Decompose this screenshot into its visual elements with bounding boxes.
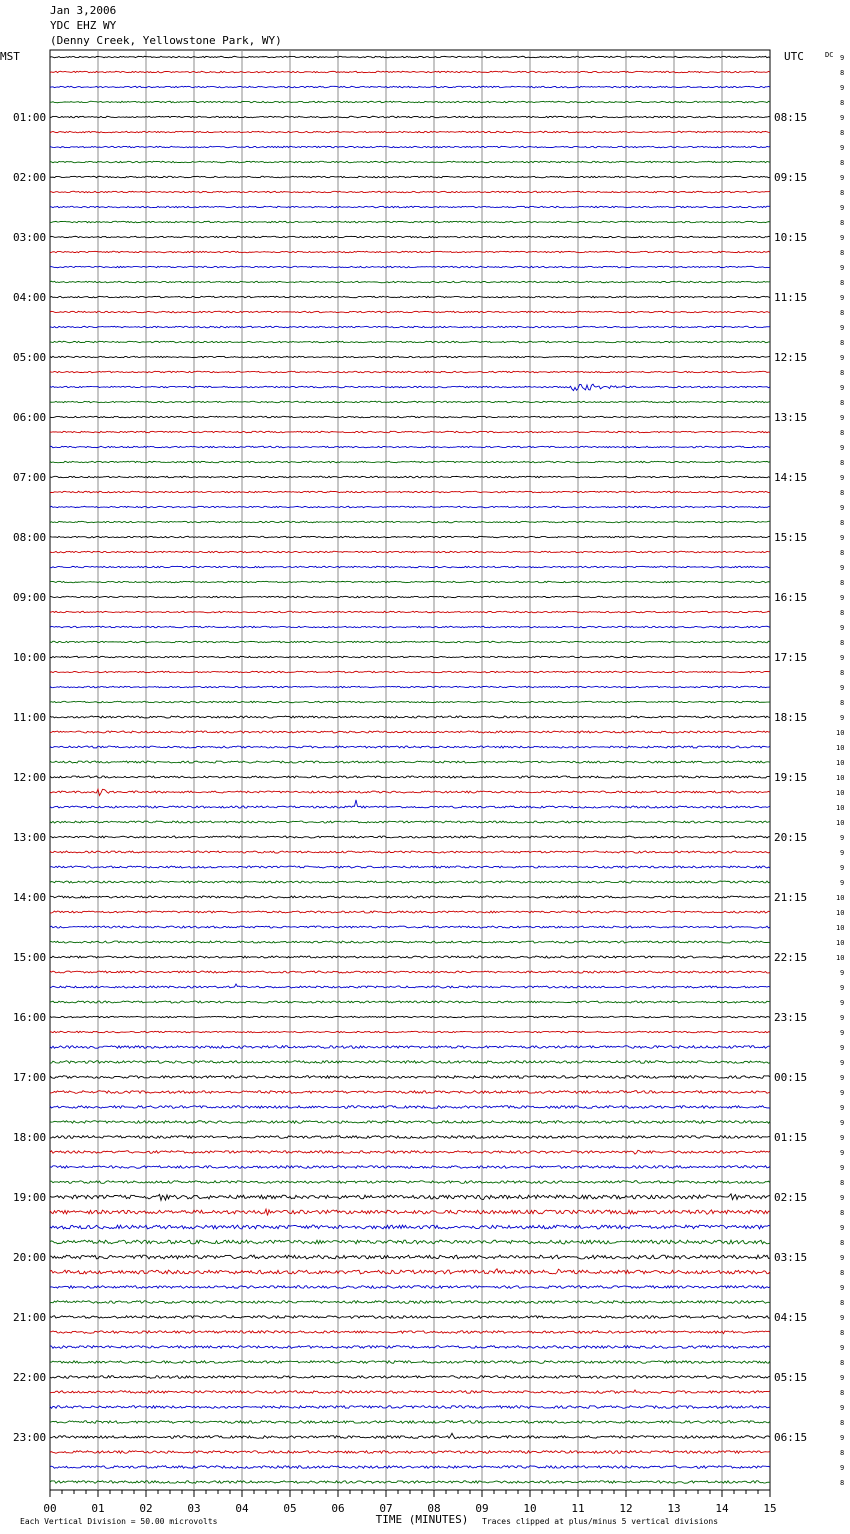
seismic-trace (50, 866, 770, 868)
seismic-trace (50, 431, 770, 432)
seismic-trace (50, 236, 770, 237)
seismic-trace (50, 1481, 770, 1484)
seismic-trace (50, 836, 770, 838)
row-scale-value: 10 (836, 894, 845, 902)
row-scale-value: 8 (840, 1209, 845, 1217)
right-hour-label: 09:15 (774, 171, 808, 184)
row-scale-value: 8 (840, 1479, 845, 1487)
seismic-trace (50, 1390, 770, 1393)
row-scale-value: 8 (840, 249, 845, 257)
seismic-trace (50, 131, 770, 133)
seismic-trace (50, 1466, 770, 1469)
x-tick-label: 03 (187, 1502, 201, 1515)
x-tick-label: 08 (427, 1502, 441, 1515)
row-scale-value: 9 (840, 564, 845, 572)
seismic-trace (50, 821, 770, 823)
seismic-trace (50, 626, 770, 628)
left-hour-label: 08:00 (13, 531, 47, 544)
right-hour-label: 10:15 (774, 231, 808, 244)
row-scale-value: 9 (840, 1284, 845, 1292)
seismic-trace (50, 206, 770, 207)
seismic-trace (50, 476, 770, 478)
left-hour-label: 18:00 (13, 1131, 47, 1144)
row-scale-value: 9 (840, 234, 845, 242)
seismic-trace (50, 1031, 770, 1033)
right-hour-label: 01:15 (774, 1131, 808, 1144)
row-scale-value: 8 (840, 369, 845, 377)
right-hour-label: 04:15 (774, 1311, 808, 1324)
x-tick-label: 04 (235, 1502, 249, 1515)
right-hour-label: 17:15 (774, 651, 808, 664)
row-scale-value: 9 (840, 999, 845, 1007)
row-scale-value: 9 (840, 1434, 845, 1442)
seismic-trace (50, 731, 770, 733)
row-scale-value: 9 (840, 384, 845, 392)
row-scale-value: 8 (840, 609, 845, 617)
row-scale-value: 10 (836, 789, 845, 797)
row-scale-value: 8 (840, 669, 845, 677)
seismic-trace (50, 1046, 770, 1049)
row-scale-value: 9 (840, 1029, 845, 1037)
seismic-trace (50, 86, 770, 88)
row-scale-value: 8 (840, 489, 845, 497)
seismic-trace (50, 101, 770, 103)
seismic-trace (50, 941, 770, 943)
seismic-trace (50, 926, 770, 928)
seismic-trace (50, 71, 770, 73)
station-code: YDC EHZ WY (50, 19, 117, 32)
row-scale-value: 9 (840, 714, 845, 722)
row-scale-value: 10 (836, 759, 845, 767)
seismic-trace (50, 1286, 770, 1289)
left-timezone-label: MST (0, 50, 20, 63)
row-scale-value: 9 (840, 1014, 845, 1022)
row-scale-value: 9 (840, 144, 845, 152)
x-tick-label: 15 (763, 1502, 777, 1515)
row-scale-value: 9 (840, 1149, 845, 1157)
left-hour-label: 16:00 (13, 1011, 47, 1024)
right-hour-label: 23:15 (774, 1011, 808, 1024)
left-hour-label: 05:00 (13, 351, 47, 364)
row-scale-value: 8 (840, 1179, 845, 1187)
left-hour-label: 13:00 (13, 831, 47, 844)
left-hour-label: 23:00 (13, 1431, 47, 1444)
seismic-trace (50, 596, 770, 598)
row-scale-value: 8 (840, 459, 845, 467)
row-scale-value: 9 (840, 54, 845, 62)
row-scale-value: 8 (840, 159, 845, 167)
row-scale-value: 9 (840, 114, 845, 122)
x-tick-label: 10 (523, 1502, 537, 1515)
seismic-trace (50, 521, 770, 523)
row-scale-value: 9 (840, 324, 845, 332)
seismic-trace (50, 716, 770, 718)
seismic-trace (50, 416, 770, 418)
right-hour-label: 05:15 (774, 1371, 808, 1384)
row-scale-value: 9 (840, 984, 845, 992)
row-scale-value: 9 (840, 174, 845, 182)
left-hour-label: 01:00 (13, 111, 47, 124)
row-scale-value: 9 (840, 654, 845, 662)
row-scale-value: 9 (840, 1164, 845, 1172)
row-scale-value: 8 (840, 1329, 845, 1337)
seismic-trace (50, 984, 770, 988)
row-scale-value: 9 (840, 1254, 845, 1262)
row-scale-value: 9 (840, 684, 845, 692)
row-scale-value: 9 (840, 1119, 845, 1127)
x-tick-label: 00 (43, 1502, 57, 1515)
seismic-trace (50, 1406, 770, 1409)
right-hour-label: 02:15 (774, 1191, 808, 1204)
row-scale-value: 9 (840, 1194, 845, 1202)
row-scale-value: 9 (840, 624, 845, 632)
seismic-trace (50, 356, 770, 358)
right-hour-label: 19:15 (774, 771, 808, 784)
seismic-trace (50, 266, 770, 267)
row-scale-value: 9 (840, 1134, 845, 1142)
seismic-trace (50, 1316, 770, 1319)
right-hour-label: 18:15 (774, 711, 808, 724)
right-hour-label: 16:15 (774, 591, 808, 604)
seismic-trace (50, 701, 770, 703)
seismic-trace (50, 971, 770, 973)
row-scale-value: 9 (840, 84, 845, 92)
x-axis-label: TIME (MINUTES) (375, 1513, 469, 1526)
chart-date: Jan 3,2006 (50, 4, 117, 17)
left-hour-label: 03:00 (13, 231, 47, 244)
row-scale-value: 9 (840, 1314, 845, 1322)
row-scale-value: 9 (840, 1089, 845, 1097)
seismic-trace (50, 371, 770, 373)
seismic-trace (50, 956, 770, 958)
row-scale-value: 8 (840, 579, 845, 587)
row-scale-value: 10 (836, 939, 845, 947)
seismic-trace (50, 1091, 770, 1094)
seismic-trace (50, 881, 770, 883)
right-hour-label: 08:15 (774, 111, 808, 124)
right-hour-label: 03:15 (774, 1251, 808, 1264)
seismic-trace (50, 1346, 770, 1349)
seismic-trace (50, 611, 770, 613)
left-hour-label: 12:00 (13, 771, 47, 784)
left-hour-label: 20:00 (13, 1251, 47, 1264)
left-hour-label: 10:00 (13, 651, 47, 664)
row-scale-value: 8 (840, 309, 845, 317)
seismic-trace (50, 296, 770, 298)
seismic-trace (50, 176, 770, 178)
row-scale-value: 8 (840, 1299, 845, 1307)
left-hour-label: 02:00 (13, 171, 47, 184)
right-hour-label: 15:15 (774, 531, 808, 544)
seismic-trace (50, 1225, 770, 1229)
x-tick-label: 12 (619, 1502, 633, 1515)
row-scale-value: 9 (840, 594, 845, 602)
station-location: (Denny Creek, Yellowstone Park, WY) (50, 34, 282, 47)
seismic-trace (50, 221, 770, 223)
row-scale-value: 9 (840, 879, 845, 887)
right-hour-label: 00:15 (774, 1071, 808, 1084)
row-scale-value: 10 (836, 954, 845, 962)
seismic-trace (50, 641, 770, 642)
seismic-trace (50, 1269, 770, 1274)
row-scale-value: 9 (840, 1074, 845, 1082)
row-scale-value: 9 (840, 264, 845, 272)
row-scale-value: 9 (840, 294, 845, 302)
seismic-trace (50, 1061, 770, 1064)
left-hour-label: 04:00 (13, 291, 47, 304)
seismic-trace (50, 1421, 770, 1424)
seismic-trace (50, 581, 770, 582)
row-scale-value: 8 (840, 1239, 845, 1247)
right-hour-label: 06:15 (774, 1431, 808, 1444)
row-scale-value: 8 (840, 1419, 845, 1427)
seismic-trace (50, 1451, 770, 1454)
x-tick-label: 13 (667, 1502, 681, 1515)
row-scale-value: 10 (836, 924, 845, 932)
row-scale-value: 9 (840, 1464, 845, 1472)
seismic-trace (50, 686, 770, 687)
row-scale-value: 9 (840, 969, 845, 977)
seismic-trace (50, 746, 770, 748)
row-scale-value: 8 (840, 129, 845, 137)
x-tick-label: 11 (571, 1502, 585, 1515)
seismic-trace (50, 1136, 770, 1139)
row-scale-value: 9 (840, 864, 845, 872)
row-scale-value: 8 (840, 339, 845, 347)
row-scale-value: 9 (840, 1104, 845, 1112)
x-tick-label: 14 (715, 1502, 729, 1515)
x-tick-label: 09 (475, 1502, 489, 1515)
seismic-trace (50, 776, 770, 778)
seismic-trace (50, 506, 770, 507)
row-scale-value: 9 (840, 834, 845, 842)
row-scale-value: 9 (840, 1404, 845, 1412)
row-scale-value: 9 (840, 1224, 845, 1232)
right-hour-label: 14:15 (774, 471, 808, 484)
left-hour-label: 22:00 (13, 1371, 47, 1384)
seismic-trace (50, 1433, 770, 1438)
row-scale-value: 8 (840, 69, 845, 77)
row-scale-value: 8 (840, 549, 845, 557)
seismic-trace (50, 384, 770, 390)
right-hour-label: 22:15 (774, 951, 808, 964)
row-scale-value: 8 (840, 279, 845, 287)
row-scale-value: 9 (840, 354, 845, 362)
seismic-trace (50, 191, 770, 193)
right-timezone-label: UTC (784, 50, 804, 63)
seismic-trace (50, 1255, 770, 1259)
row-scale-value: 9 (840, 1044, 845, 1052)
seismic-trace (50, 911, 770, 913)
seismic-trace (50, 1376, 770, 1379)
x-tick-label: 07 (379, 1502, 393, 1515)
seismic-trace (50, 281, 770, 283)
seismic-trace (50, 1301, 770, 1304)
footer-scale-note: Each Vertical Division = 50.00 microvolts (20, 1517, 218, 1526)
footer-clip-note: Traces clipped at plus/minus 5 vertical divisions (482, 1517, 719, 1526)
row-scale-value: 9 (840, 474, 845, 482)
seismic-trace (50, 1076, 770, 1079)
left-hour-label: 19:00 (13, 1191, 47, 1204)
row-scale-value: 8 (840, 219, 845, 227)
seismic-trace (50, 761, 770, 763)
x-tick-label: 05 (283, 1502, 297, 1515)
seismic-trace (50, 566, 770, 567)
seismic-trace (50, 146, 770, 148)
left-hour-label: 11:00 (13, 711, 47, 724)
row-scale-value: 10 (836, 909, 845, 917)
seismic-trace (50, 311, 770, 313)
seismic-trace (50, 1001, 770, 1003)
seismic-trace (50, 1150, 770, 1154)
row-scale-value: 9 (840, 504, 845, 512)
seismic-trace (50, 896, 770, 898)
row-scale-value: 9 (840, 414, 845, 422)
left-hour-label: 07:00 (13, 471, 47, 484)
row-scale-value: 9 (840, 1374, 845, 1382)
seismic-trace (50, 656, 770, 658)
row-scale-value: 8 (840, 429, 845, 437)
x-tick-label: 06 (331, 1502, 345, 1515)
scale-corner-label: DC (825, 51, 834, 59)
seismic-trace (50, 551, 770, 553)
seismic-trace (50, 341, 770, 343)
seismic-trace (50, 536, 770, 538)
row-scale-value: 9 (840, 1059, 845, 1067)
row-scale-value: 10 (836, 819, 845, 827)
seismic-trace (50, 401, 770, 402)
seismic-trace (50, 1361, 770, 1364)
row-scale-value: 8 (840, 699, 845, 707)
seismic-trace (50, 851, 770, 853)
seismic-trace (50, 1106, 770, 1109)
row-scale-value: 8 (840, 99, 845, 107)
seismic-trace (50, 1331, 770, 1334)
seismic-trace (50, 800, 770, 808)
seismic-trace (50, 446, 770, 447)
left-hour-label: 06:00 (13, 411, 47, 424)
row-scale-value: 9 (840, 1344, 845, 1352)
x-tick-label: 02 (139, 1502, 153, 1515)
row-scale-value: 10 (836, 804, 845, 812)
seismic-trace (50, 1166, 770, 1169)
row-scale-value: 8 (840, 399, 845, 407)
seismic-trace (50, 326, 770, 328)
row-scale-value: 8 (840, 1269, 845, 1277)
row-scale-value: 8 (840, 519, 845, 527)
seismic-trace (50, 491, 770, 493)
seismic-trace (50, 161, 770, 163)
seismic-trace (50, 1194, 770, 1201)
row-scale-value: 9 (840, 204, 845, 212)
seismic-trace (50, 1016, 770, 1017)
row-scale-value: 10 (836, 744, 845, 752)
seismic-trace (50, 1240, 770, 1244)
seismic-trace (50, 116, 770, 118)
row-scale-value: 8 (840, 1389, 845, 1397)
right-hour-label: 13:15 (774, 411, 808, 424)
right-hour-label: 21:15 (774, 891, 808, 904)
left-hour-label: 17:00 (13, 1071, 47, 1084)
seismic-trace (50, 789, 770, 795)
seismic-trace (50, 251, 770, 252)
seismic-trace (50, 461, 770, 463)
row-scale-value: 10 (836, 729, 845, 737)
left-hour-label: 09:00 (13, 591, 47, 604)
seismic-trace (50, 56, 770, 57)
right-hour-label: 11:15 (774, 291, 808, 304)
row-scale-value: 8 (840, 1449, 845, 1457)
left-hour-label: 14:00 (13, 891, 47, 904)
row-scale-value: 9 (840, 534, 845, 542)
row-scale-value: 10 (836, 774, 845, 782)
seismic-trace (50, 1209, 770, 1215)
seismic-trace (50, 1121, 770, 1124)
row-scale-value: 8 (840, 189, 845, 197)
row-scale-value: 8 (840, 639, 845, 647)
seismic-trace (50, 671, 770, 673)
x-tick-label: 01 (91, 1502, 105, 1515)
left-hour-label: 15:00 (13, 951, 47, 964)
row-scale-value: 9 (840, 444, 845, 452)
right-hour-label: 20:15 (774, 831, 808, 844)
left-hour-label: 21:00 (13, 1311, 47, 1324)
right-hour-label: 12:15 (774, 351, 808, 364)
seismic-trace (50, 1181, 770, 1184)
row-scale-value: 8 (840, 1359, 845, 1367)
row-scale-value: 9 (840, 849, 845, 857)
